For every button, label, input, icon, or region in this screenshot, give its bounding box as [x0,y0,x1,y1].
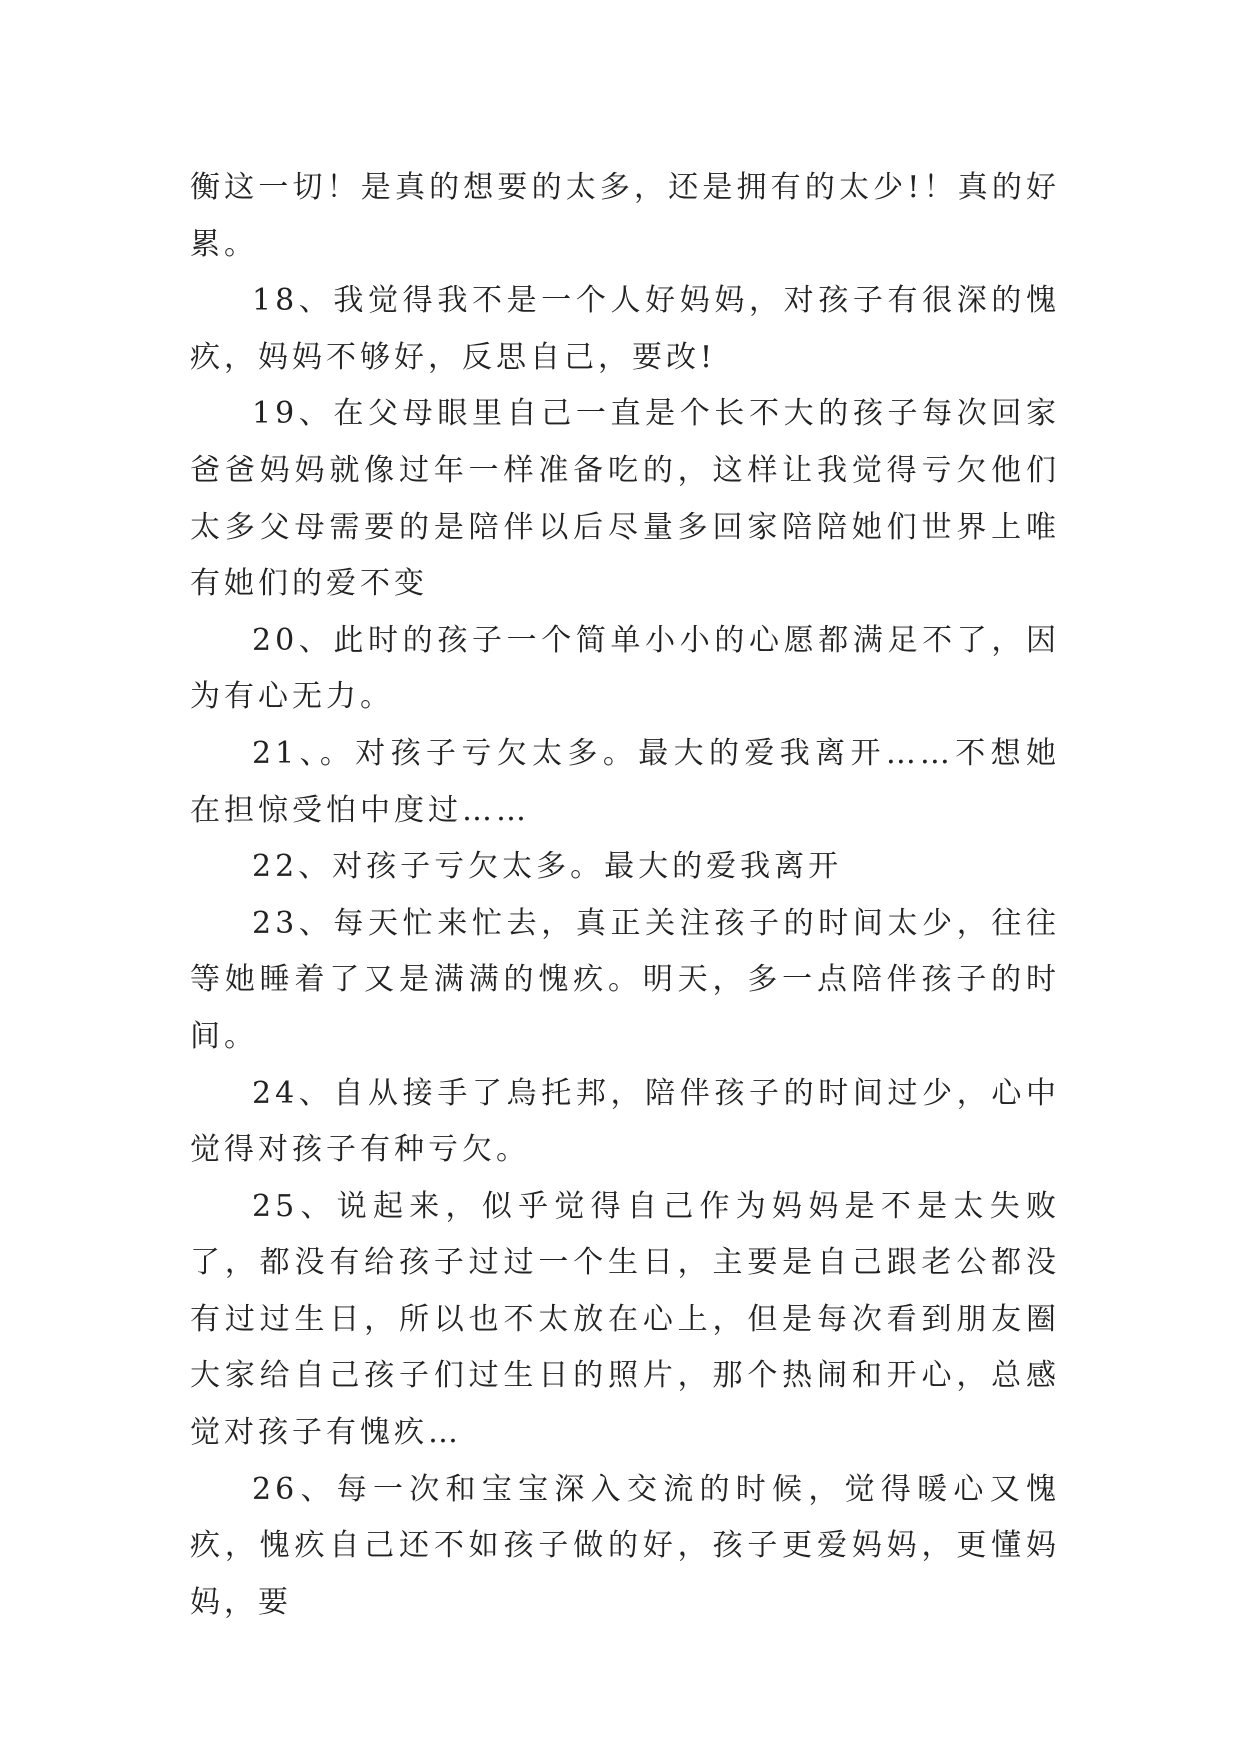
document-page [190,160,1060,1631]
paragraph-24: 24、自从接手了烏托邦，陪伴孩子的时间过少，心中觉得对孩子有种亏欠。 [190,1075,1060,1168]
paragraph-25: 25、说起来，似乎觉得自己作为妈妈是不是太失败了，都没有给孩子过过一个生日，主要是自己跟老公都没有过过生日，所以也不太放在心上，但是每次看到朋友圈大家给自己孩子们过生日的照片，那个热闹和开心，总感觉对孩子有愧疚… [190,1188,1060,1451]
paragraph-21: 21、。对孩子亏欠太多。最大的爱我离开……不想她在担惊受怕中度过…… [190,735,1060,828]
paragraph-26: 26、每一次和宝宝深入交流的时候，觉得暖心又愧疚，愧疚自己还不如孩子做的好，孩子更爱妈妈，更懂妈妈，要 [190,1471,1060,1620]
paragraph-22: 22、对孩子亏欠太多。最大的爱我离开 [252,849,843,885]
paragraph-18: 18、我觉得我不是一个人好妈妈，对孩子有很深的愧疚，妈妈不够好，反思自己，要改! [190,283,1060,375]
paragraph-23: 23、每天忙来忙去，真正关注孩子的时间太少，往往等她睡着了又是满满的愧疚。明天，多一点陪伴孩子的时间。 [190,905,1060,1054]
paragraph-20: 20、此时的孩子一个简单小小的心愿都满足不了，因为有心无力。 [190,622,1060,715]
paragraph-19: 19、在父母眼里自己一直是个长不大的孩子每次回家爸爸妈妈就像过年一样准备吃的，这样让我觉得亏欠他们太多父母需要的是陪伴以后尽量多回家陪陪她们世界上唯有她们的爱不变 [190,396,1060,602]
paragraph-continuation: 衡这一切！是真的想要的太多，还是拥有的太少!！真的好累。 [190,170,1060,262]
